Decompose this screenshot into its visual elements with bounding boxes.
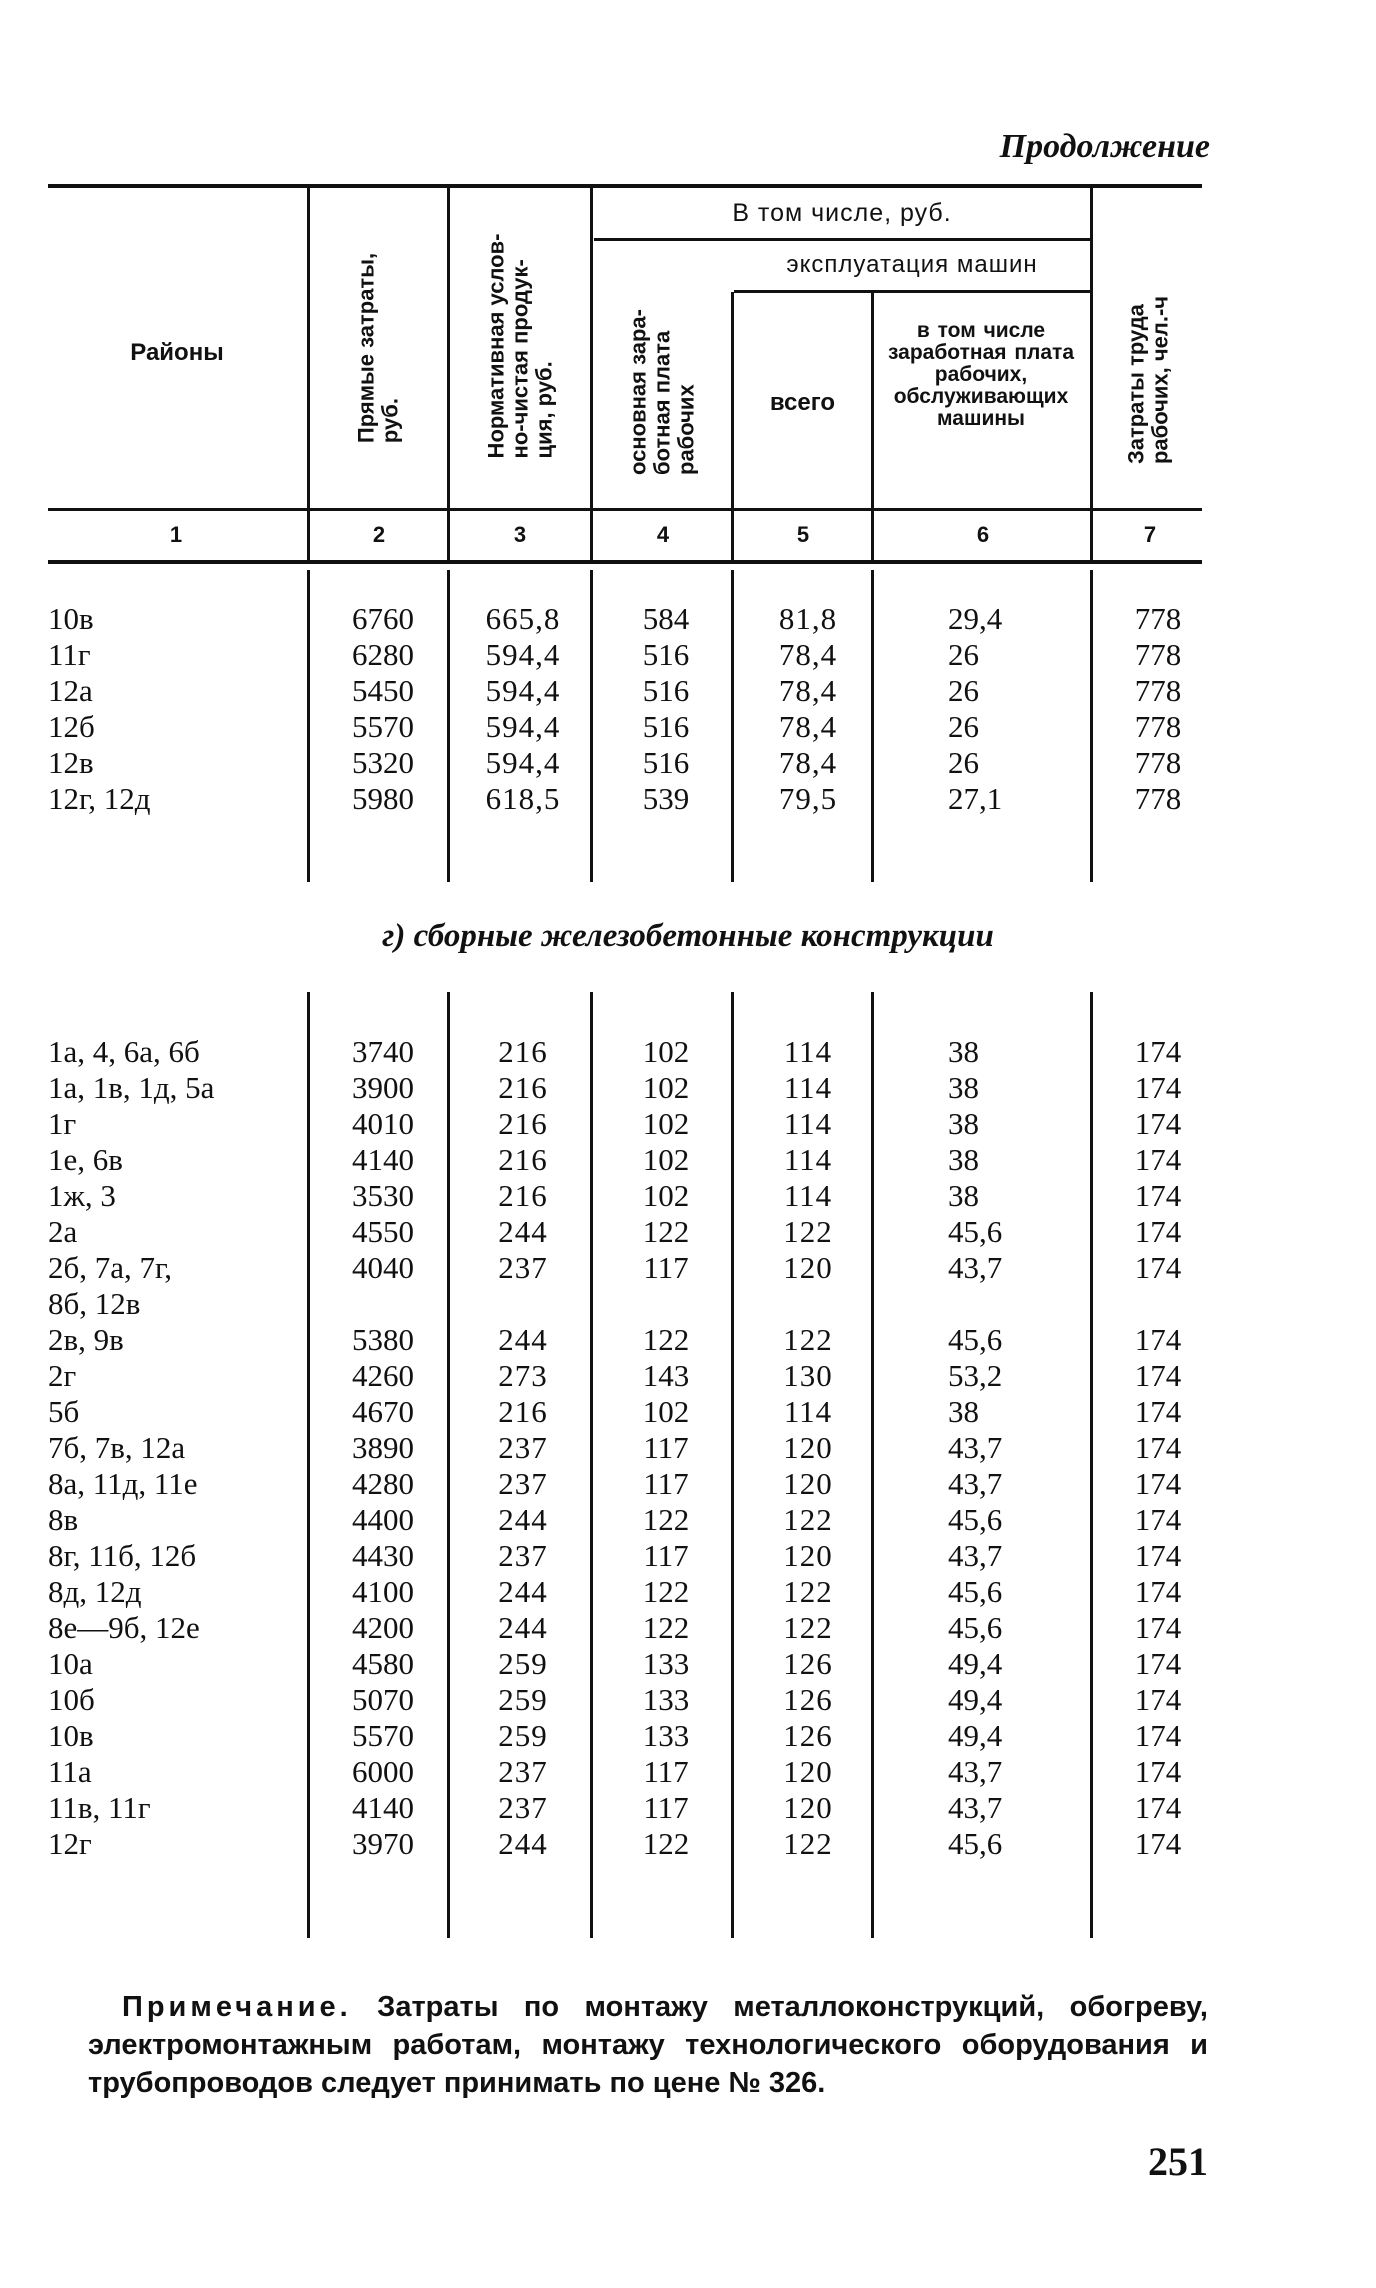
table-row <box>0 1718 1376 1754</box>
cell-base-wages: 117 <box>643 1430 689 1465</box>
cell-base-wages: 102 <box>642 1106 690 1141</box>
cell-direct-costs: 4260 <box>352 1358 414 1393</box>
cell-region: 1г <box>48 1106 77 1141</box>
cell-labor: 174 <box>1134 1106 1182 1141</box>
cell-labor: 174 <box>1134 1214 1182 1249</box>
cell-machine-wages: 26 <box>948 709 979 744</box>
cell-direct-costs: 4430 <box>352 1538 414 1573</box>
table-row <box>0 1178 1376 1214</box>
cell-base-wages: 539 <box>642 781 690 816</box>
table-row <box>0 1286 1376 1322</box>
cell-region: 2в, 9в <box>48 1322 124 1357</box>
cell-labor: 778 <box>1134 781 1182 816</box>
cell-normative-output: 273 <box>498 1358 548 1393</box>
cell-base-wages: 102 <box>642 1178 690 1213</box>
cell-machine-wages: 45,6 <box>948 1502 1003 1537</box>
cell-region: 8в <box>48 1502 79 1537</box>
cell-direct-costs: 4010 <box>352 1106 414 1141</box>
header-line: рабочих <box>672 384 698 475</box>
cell-region: 5б <box>48 1394 80 1429</box>
cell-direct-costs: 4200 <box>352 1610 414 1645</box>
cell-machine-total: 120 <box>783 1466 833 1501</box>
cell-machine-total: 114 <box>783 1106 833 1141</box>
cell-region: 1а, 4, 6а, 6б <box>48 1034 200 1069</box>
cell-normative-output: 665,8 <box>485 601 561 636</box>
cell-machine-wages: 29,4 <box>948 601 1003 636</box>
numbers-bottom-rule <box>48 560 1202 564</box>
header-including: В том числе, руб. <box>732 199 952 227</box>
header-line: руб. <box>377 398 402 444</box>
cell-normative-output: 216 <box>498 1106 548 1141</box>
header-base-wages <box>626 309 697 475</box>
cell-machine-wages: 38 <box>948 1394 979 1429</box>
cell-region: 8б, 12в <box>48 1286 141 1321</box>
cell-machine-total: 120 <box>783 1250 833 1285</box>
cell-base-wages: 102 <box>642 1142 690 1177</box>
cell-base-wages: 516 <box>642 637 690 672</box>
cell-normative-output: 244 <box>498 1574 548 1609</box>
table-row <box>0 1754 1376 1790</box>
cell-normative-output: 216 <box>498 1142 548 1177</box>
cell-machine-wages: 26 <box>948 673 979 708</box>
cell-normative-output: 237 <box>498 1538 548 1573</box>
table-row <box>0 1790 1376 1826</box>
cell-labor: 174 <box>1134 1358 1182 1393</box>
cell-machine-total: 122 <box>783 1574 833 1609</box>
cell-machine-total: 122 <box>783 1322 833 1357</box>
cell-base-wages: 102 <box>642 1034 690 1069</box>
cell-direct-costs: 4550 <box>352 1214 414 1249</box>
cell-region: 11а <box>48 1754 92 1789</box>
cell-base-wages: 117 <box>643 1250 689 1285</box>
cell-labor: 174 <box>1134 1250 1182 1285</box>
cell-normative-output: 594,4 <box>485 673 561 708</box>
cell-machine-total: 78,4 <box>778 673 838 708</box>
cell-labor: 174 <box>1134 1142 1182 1177</box>
cell-base-wages: 133 <box>642 1682 690 1717</box>
table-row <box>0 1322 1376 1358</box>
cell-base-wages: 117 <box>643 1754 689 1789</box>
cell-machine-wages: 27,1 <box>948 781 1003 816</box>
cell-direct-costs: 4670 <box>352 1394 414 1429</box>
cell-region: 8е—9б, 12е <box>48 1610 200 1645</box>
cell-region: 10б <box>48 1682 95 1717</box>
cell-direct-costs: 5320 <box>352 745 414 780</box>
column-number: 4 <box>656 522 670 547</box>
cell-machine-wages: 45,6 <box>948 1610 1003 1645</box>
cell-normative-output: 237 <box>498 1430 548 1465</box>
table-row <box>0 1106 1376 1142</box>
table-row <box>0 637 1376 673</box>
column-number: 1 <box>169 522 183 547</box>
cell-normative-output: 594,4 <box>485 709 561 744</box>
cell-normative-output: 216 <box>498 1070 548 1105</box>
cell-machine-wages: 43,7 <box>948 1754 1003 1789</box>
cell-normative-output: 237 <box>498 1250 548 1285</box>
cell-labor: 174 <box>1134 1574 1182 1609</box>
cell-normative-output: 259 <box>498 1718 548 1753</box>
cell-labor: 174 <box>1134 1466 1182 1501</box>
cell-machine-wages: 45,6 <box>948 1574 1003 1609</box>
header-labor <box>1124 296 1172 464</box>
table-row <box>0 673 1376 709</box>
cell-machine-total: 120 <box>783 1790 833 1825</box>
cell-region: 8а, 11д, 11е <box>48 1466 198 1501</box>
cell-normative-output: 618,5 <box>485 781 561 816</box>
col-divider <box>447 188 450 560</box>
cell-labor: 174 <box>1134 1034 1182 1069</box>
cell-region: 10в <box>48 1718 94 1753</box>
cell-base-wages: 516 <box>642 673 690 708</box>
cell-direct-costs: 4280 <box>352 1466 414 1501</box>
column-number: 2 <box>372 522 386 547</box>
cell-machine-total: 114 <box>783 1034 833 1069</box>
cell-region: 10а <box>48 1646 93 1681</box>
cell-region: 1а, 1в, 1д, 5а <box>48 1070 215 1105</box>
cell-normative-output: 594,4 <box>485 745 561 780</box>
cell-direct-costs: 4100 <box>352 1574 414 1609</box>
cell-direct-costs: 4580 <box>352 1646 414 1681</box>
cell-direct-costs: 6000 <box>352 1754 414 1789</box>
table-row <box>0 1214 1376 1250</box>
cell-labor: 174 <box>1134 1178 1182 1213</box>
col-divider <box>307 188 310 560</box>
cell-base-wages: 102 <box>642 1070 690 1105</box>
note-label: Примечание. <box>122 1991 352 2023</box>
cell-machine-wages: 43,7 <box>948 1538 1003 1573</box>
cell-labor: 174 <box>1134 1826 1182 1861</box>
cell-normative-output: 237 <box>498 1754 548 1789</box>
cell-machine-total: 78,4 <box>778 745 838 780</box>
cell-machine-total: 78,4 <box>778 637 838 672</box>
cell-machine-total: 122 <box>783 1214 833 1249</box>
cell-labor: 778 <box>1134 601 1182 636</box>
cell-machine-wages: 43,7 <box>948 1790 1003 1825</box>
header-line: но-чистая продук- <box>507 259 533 459</box>
cell-base-wages: 122 <box>642 1322 690 1357</box>
cell-direct-costs: 5980 <box>352 781 414 816</box>
table-row <box>0 1358 1376 1394</box>
cell-direct-costs: 4140 <box>352 1142 414 1177</box>
cell-region: 12б <box>48 709 95 744</box>
note-text: Затраты по монтажу металлоконструкций, обогреву, электромонтажным работам, монтажу технологического оборудования и трубопроводов следует принимать по цене № 326. <box>88 1991 1208 2099</box>
cell-normative-output: 244 <box>498 1214 548 1249</box>
column-number: 3 <box>513 522 527 547</box>
cell-region: 1ж, 3 <box>48 1178 116 1213</box>
cell-labor: 174 <box>1134 1538 1182 1573</box>
header-regions: Районы <box>130 339 224 366</box>
cell-machine-total: 122 <box>783 1610 833 1645</box>
cell-machine-total: 122 <box>783 1826 833 1861</box>
cell-base-wages: 584 <box>642 601 690 636</box>
table-row <box>0 1142 1376 1178</box>
col-divider <box>590 188 593 560</box>
table-row <box>0 1430 1376 1466</box>
cell-machine-wages: 45,6 <box>948 1322 1003 1357</box>
table-row <box>0 601 1376 637</box>
cell-machine-wages: 49,4 <box>948 1718 1003 1753</box>
page-number: 251 <box>1148 2139 1208 2184</box>
cell-direct-costs: 3740 <box>352 1034 414 1069</box>
cell-region: 11в, 11г <box>48 1790 151 1825</box>
header-line: Нормативная услов- <box>483 233 509 459</box>
cell-normative-output: 216 <box>498 1034 548 1069</box>
cell-machine-wages: 45,6 <box>948 1214 1003 1249</box>
cell-direct-costs: 4040 <box>352 1250 414 1285</box>
cell-normative-output: 237 <box>498 1790 548 1825</box>
table-top-rule <box>48 184 1202 188</box>
cell-machine-total: 126 <box>783 1718 833 1753</box>
header-line: Затраты труда <box>1123 304 1149 465</box>
column-number: 5 <box>796 522 810 547</box>
cell-normative-output: 259 <box>498 1682 548 1717</box>
header-line: ботная плата <box>649 330 675 475</box>
cell-region: 10в <box>48 601 94 636</box>
cell-region: 1е, 6в <box>48 1142 123 1177</box>
cell-labor: 174 <box>1134 1754 1182 1789</box>
cell-machine-wages: 43,7 <box>948 1466 1003 1501</box>
cell-region: 12а <box>48 673 93 708</box>
cell-direct-costs: 6280 <box>352 637 414 672</box>
cell-normative-output: 244 <box>498 1610 548 1645</box>
cell-labor: 174 <box>1134 1430 1182 1465</box>
col-divider <box>731 292 734 560</box>
cell-machine-total: 114 <box>783 1178 833 1213</box>
cell-machine-wages: 53,2 <box>948 1358 1003 1393</box>
cell-direct-costs: 5570 <box>352 1718 414 1753</box>
cell-normative-output: 216 <box>498 1394 548 1429</box>
cell-direct-costs: 4140 <box>352 1790 414 1825</box>
table-row <box>0 1574 1376 1610</box>
cell-labor: 778 <box>1134 673 1182 708</box>
cell-base-wages: 516 <box>642 745 690 780</box>
table-row <box>0 1502 1376 1538</box>
cell-region: 7б, 7в, 12а <box>48 1430 186 1465</box>
table-row <box>0 1070 1376 1106</box>
cell-labor: 174 <box>1134 1322 1182 1357</box>
cell-machine-wages: 38 <box>948 1070 979 1105</box>
cell-region: 2б, 7а, 7г, <box>48 1250 172 1285</box>
cell-base-wages: 122 <box>642 1574 690 1609</box>
table-row <box>0 745 1376 781</box>
cell-direct-costs: 5070 <box>352 1682 414 1717</box>
table-row <box>0 1250 1376 1286</box>
header-line: ция, руб. <box>530 361 556 459</box>
header-line: основная зара- <box>625 309 651 475</box>
table-row <box>0 1394 1376 1430</box>
including-rule <box>594 238 1092 241</box>
cell-labor: 174 <box>1134 1070 1182 1105</box>
cell-region: 12в <box>48 745 94 780</box>
cell-base-wages: 143 <box>642 1358 690 1393</box>
cell-machine-total: 79,5 <box>778 781 838 816</box>
cell-base-wages: 133 <box>642 1718 690 1753</box>
cell-machine-total: 114 <box>783 1394 833 1429</box>
cell-machine-wages: 38 <box>948 1034 979 1069</box>
cell-base-wages: 102 <box>642 1394 690 1429</box>
cell-machine-total: 114 <box>783 1142 833 1177</box>
table-row <box>0 1682 1376 1718</box>
cell-labor: 174 <box>1134 1502 1182 1537</box>
cell-normative-output: 259 <box>498 1646 548 1681</box>
cell-region: 12г <box>48 1826 92 1861</box>
cell-labor: 174 <box>1134 1790 1182 1825</box>
cell-machine-total: 78,4 <box>778 709 838 744</box>
cell-region: 8г, 11б, 12б <box>48 1538 197 1573</box>
header-normative-output <box>484 234 555 459</box>
header-machine-operation: эксплуатация машин <box>786 251 1038 278</box>
cell-direct-costs: 5450 <box>352 673 414 708</box>
cell-base-wages: 133 <box>642 1646 690 1681</box>
cell-machine-total: 122 <box>783 1502 833 1537</box>
cell-machine-total: 120 <box>783 1430 833 1465</box>
cell-labor: 174 <box>1134 1718 1182 1753</box>
continued-label: Продолжение <box>999 128 1210 165</box>
cell-labor: 778 <box>1134 745 1182 780</box>
cell-base-wages: 122 <box>642 1214 690 1249</box>
cell-base-wages: 122 <box>642 1826 690 1861</box>
cell-base-wages: 122 <box>642 1502 690 1537</box>
machine-rule <box>734 290 1092 293</box>
table-row <box>0 1538 1376 1574</box>
table-row <box>0 1646 1376 1682</box>
header-line: рабочих, чел.-ч <box>1147 295 1172 465</box>
header-total: всего <box>769 389 836 416</box>
table-row <box>0 709 1376 745</box>
cell-direct-costs: 4400 <box>352 1502 414 1537</box>
cell-region: 11г <box>48 637 91 672</box>
cell-machine-wages: 26 <box>948 745 979 780</box>
cell-machine-wages: 49,4 <box>948 1646 1003 1681</box>
cell-machine-wages: 38 <box>948 1178 979 1213</box>
cell-machine-total: 120 <box>783 1538 833 1573</box>
cell-machine-total: 120 <box>783 1754 833 1789</box>
cell-normative-output: 237 <box>498 1466 548 1501</box>
cell-direct-costs: 5570 <box>352 709 414 744</box>
cell-base-wages: 122 <box>642 1610 690 1645</box>
footnote <box>88 1988 1208 2102</box>
cell-normative-output: 244 <box>498 1322 548 1357</box>
table-row <box>0 781 1376 817</box>
cell-normative-output: 594,4 <box>485 637 561 672</box>
cell-direct-costs: 3890 <box>352 1430 414 1465</box>
cell-labor: 778 <box>1134 637 1182 672</box>
cell-machine-total: 126 <box>783 1646 833 1681</box>
cell-normative-output: 244 <box>498 1826 548 1861</box>
col-divider <box>1090 188 1093 560</box>
cell-labor: 778 <box>1134 709 1182 744</box>
cell-machine-wages: 45,6 <box>948 1826 1003 1861</box>
cell-labor: 174 <box>1134 1646 1182 1681</box>
cell-labor: 174 <box>1134 1682 1182 1717</box>
cell-base-wages: 117 <box>643 1790 689 1825</box>
header-bottom-rule <box>48 508 1202 511</box>
section-title: г) сборные железобетонные конструкции <box>382 918 994 954</box>
cell-region: 12г, 12д <box>48 781 151 816</box>
cell-machine-wages: 38 <box>948 1106 979 1141</box>
cell-base-wages: 516 <box>642 709 690 744</box>
cell-machine-wages: 49,4 <box>948 1682 1003 1717</box>
cell-normative-output: 216 <box>498 1178 548 1213</box>
cell-direct-costs: 3530 <box>352 1178 414 1213</box>
table-row <box>0 1610 1376 1646</box>
cell-machine-wages: 43,7 <box>948 1250 1003 1285</box>
cell-labor: 174 <box>1134 1610 1182 1645</box>
cell-base-wages: 117 <box>643 1466 689 1501</box>
cell-machine-total: 114 <box>783 1070 833 1105</box>
table-row <box>0 1466 1376 1502</box>
cell-normative-output: 244 <box>498 1502 548 1537</box>
header-incl-wages: в том числе заработная плата рабочих, обслуживающих машины <box>887 319 1075 431</box>
table-row <box>0 1826 1376 1862</box>
col-divider <box>871 292 874 560</box>
cell-direct-costs: 3970 <box>352 1826 414 1861</box>
cell-direct-costs: 3900 <box>352 1070 414 1105</box>
column-number: 6 <box>976 522 990 547</box>
cell-region: 2а <box>48 1214 78 1249</box>
header-line: Прямые затраты, <box>353 252 379 444</box>
cell-machine-total: 130 <box>783 1358 833 1393</box>
cell-machine-wages: 26 <box>948 637 979 672</box>
cell-region: 2г <box>48 1358 77 1393</box>
cell-base-wages: 117 <box>643 1538 689 1573</box>
header-direct-costs <box>354 253 402 443</box>
cell-direct-costs: 5380 <box>352 1322 414 1357</box>
column-number: 7 <box>1143 522 1157 547</box>
table-row <box>0 1034 1376 1070</box>
cell-machine-wages: 38 <box>948 1142 979 1177</box>
cell-machine-total: 81,8 <box>778 601 838 636</box>
cell-machine-total: 126 <box>783 1682 833 1717</box>
cell-machine-wages: 43,7 <box>948 1430 1003 1465</box>
cell-region: 8д, 12д <box>48 1574 142 1609</box>
cell-labor: 174 <box>1134 1394 1182 1429</box>
cell-direct-costs: 6760 <box>352 601 414 636</box>
